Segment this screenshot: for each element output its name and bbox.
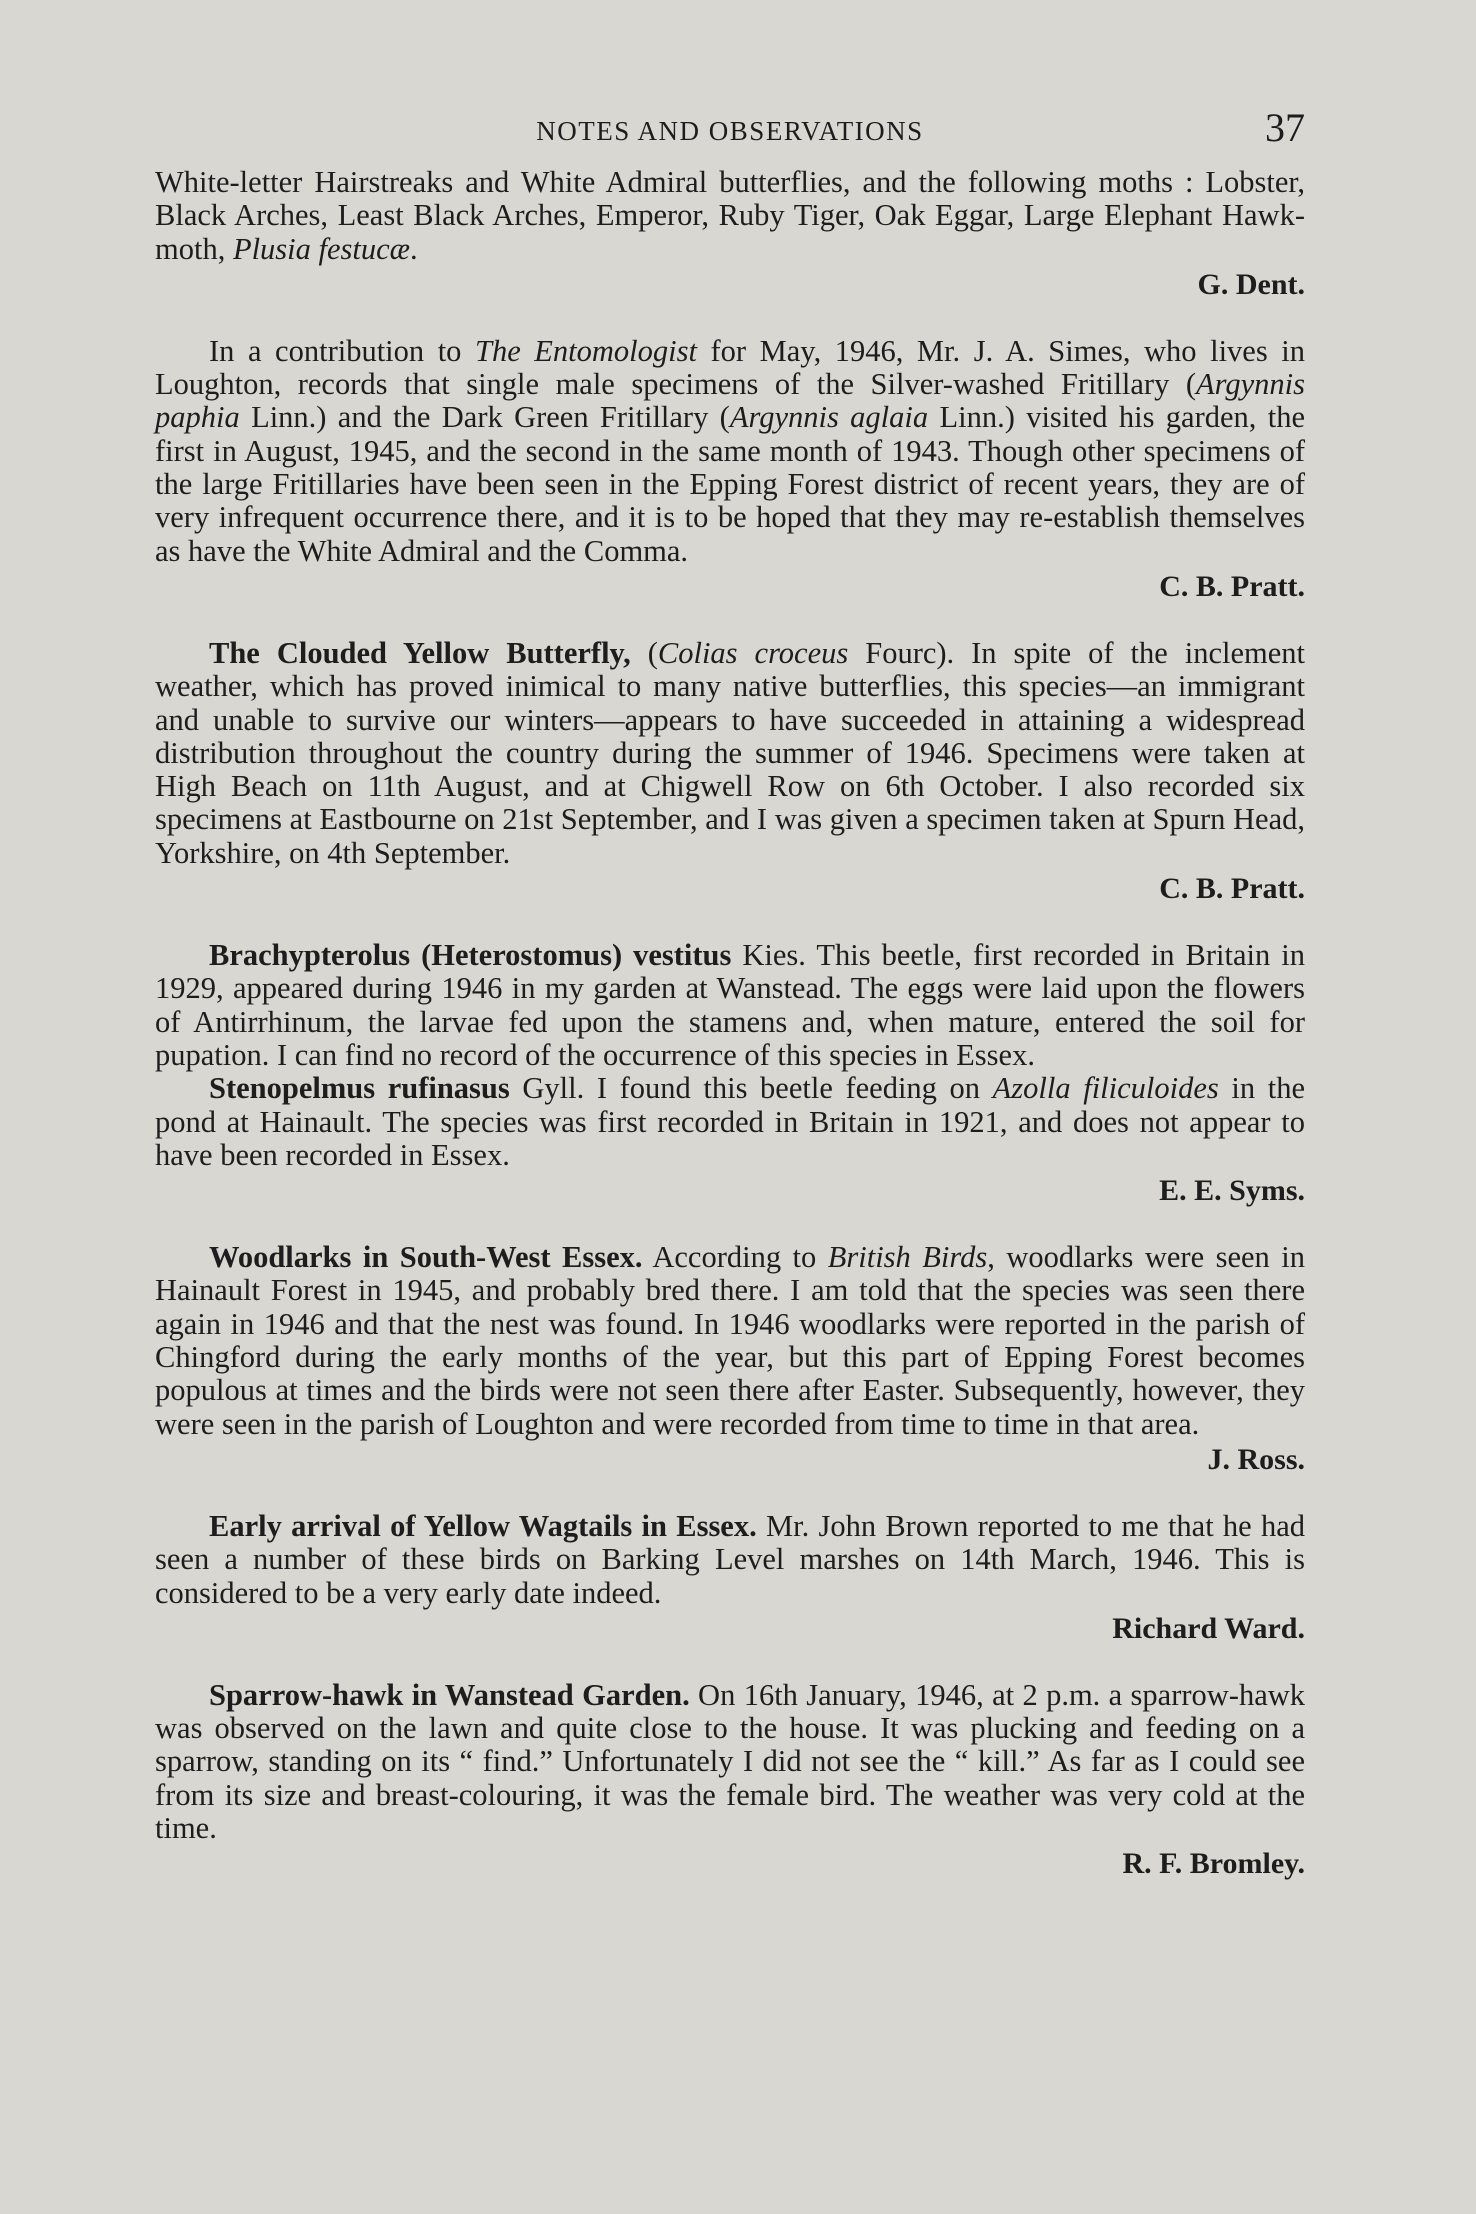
italic-run: The Entomologist xyxy=(474,333,697,368)
text-run: for May, 1946, Mr. J. A. Simes, who lives in Loughton, records that single male specimens of the Silver-washed Fritillary ( xyxy=(155,333,1305,402)
note-section xyxy=(155,1679,1305,1881)
note-paragraph xyxy=(155,1679,1305,1845)
text-run: Linn.) and the Dark Green Fritillary ( xyxy=(239,400,730,435)
text-run: On 16th January, 1946, at 2 p.m. a sparrow-hawk was observed on the lawn and quite close to the house. It was plucking and feeding on a sparrow, standing on its “ find.” Unfortunately I did not see the “ kill.” As far as I could see from its size and breast-colouring, it was the female bird. The weather was very cold at the time. xyxy=(155,1677,1306,1845)
note-section xyxy=(155,637,1305,906)
note-section xyxy=(155,1241,1305,1477)
note-title: Woodlarks in South-West Essex. xyxy=(209,1240,643,1275)
note-title: Stenopelmus rufinasus xyxy=(209,1071,510,1106)
note-signature: G. Dent. xyxy=(1197,267,1305,301)
text-run: Mr. John Brown reported to me that he had seen a number of these birds on Barking Level marshes on 14th March, 1946. This is considered to be a very early date indeed. xyxy=(155,1508,1305,1610)
page-header xyxy=(155,105,1305,166)
text-run: In a contribution to xyxy=(209,333,475,368)
italic-run: Plusia festucæ xyxy=(232,231,411,266)
italic-run: British Birds xyxy=(827,1240,988,1275)
text-run: Gyll. I found this beetle feeding on xyxy=(509,1071,993,1106)
italic-run: Azolla filiculoides xyxy=(992,1071,1219,1106)
text-run: According to xyxy=(642,1240,828,1275)
text-run: . xyxy=(410,231,418,266)
note-paragraph xyxy=(155,335,1305,568)
note-signature: C. B. Pratt. xyxy=(1159,872,1305,906)
text-run: in the pond at Hainault. The species was first recorded in Britain in 1921, and does not appear to have been recorded in Essex. xyxy=(155,1071,1305,1172)
note-gap xyxy=(155,302,1305,335)
note-signature: J. Ross. xyxy=(1207,1442,1305,1476)
note-signature: E. E. Syms. xyxy=(1159,1174,1305,1208)
text-run: Linn.) visited his garden, the first in August, 1945, and the second in the same month of 1943. Though other specimens of the large Fritillaries have been seen in the Epping Forest district of recent years, they are of very infrequent occurrence there, and it is to be hoped that they may re-establish themselves as have the White Admiral and the Comma. xyxy=(155,400,1305,568)
text-run: , woodlarks were seen in Hainault Forest in 1945, and probably bred there. I am told that the species was seen there again in 1946 and that the nest was found. In 1946 woodlarks were reported in the parish of Chingford during the early months of the year, but this part of Epping Forest becomes populous at times and the birds were not seen there after Easter. Subsequently, however, they were seen in the parish of Loughton and were recorded from time to time in that area. xyxy=(155,1240,1305,1441)
italic-run: Argynnis aglaia xyxy=(729,400,929,435)
note-paragraph xyxy=(155,1072,1305,1172)
text-run: White-letter Hairstreaks and White Admiral butterflies, and the following moths : Lobster, Black Arches, Least Black Arches, Emperor, Ruby Tiger, Oak Eggar, Large Elephant Hawk-moth, xyxy=(155,165,1305,266)
note-title: Brachypterolus (Heterostomus) vestitus xyxy=(209,938,732,973)
note-signature: C. B. Pratt. xyxy=(1159,569,1305,603)
note-gap xyxy=(155,906,1305,939)
note-paragraph xyxy=(155,939,1305,1072)
note-paragraph xyxy=(155,1241,1305,1441)
text-run: ( xyxy=(630,635,658,670)
note-paragraph xyxy=(155,1510,1305,1610)
note-section xyxy=(155,1510,1305,1646)
note-signature: Richard Ward. xyxy=(1112,1611,1305,1645)
note-paragraph xyxy=(155,637,1305,870)
text-run: Fourc). In spite of the inclement weather, which has proved inimical to many native butterflies, this species—an immigrant and unable to survive our winters—appears to have succeeded in attaining a widespread distribution throughout the country during the summer of 1946. Specimens were taken at High Beach on 11th August, and at Chigwell Row on 6th October. I also recorded six specimens at Eastbourne on 21st September, and I was given a specimen taken at Spurn Head, Yorkshire, on 4th September. xyxy=(155,635,1305,870)
note-gap xyxy=(155,1646,1305,1679)
notes-list xyxy=(155,166,1305,1881)
note-signature: R. F. Bromley. xyxy=(1122,1847,1305,1881)
page-number: 37 xyxy=(1265,105,1305,150)
italic-run: Colias croceus xyxy=(657,635,849,670)
note-gap xyxy=(155,604,1305,637)
note-title: The Clouded Yellow Butterfly, xyxy=(209,635,631,670)
text-run: Kies. This beetle, first recorded in Britain in 1929, appeared during 1946 in my garden at Wanstead. The eggs were laid upon the flowers of Antirrhinum, the larvae fed upon the stamens and, when mature, entered the soil for pupation. I can find no record of the occurrence of this species in Essex. xyxy=(155,938,1305,1072)
note-gap xyxy=(155,1477,1305,1510)
note-section xyxy=(155,335,1305,604)
note-section xyxy=(155,939,1305,1208)
note-title: Early arrival of Yellow Wagtails in Essex. xyxy=(209,1508,757,1543)
note-paragraph xyxy=(155,166,1305,266)
note-section xyxy=(155,166,1305,302)
text-column xyxy=(155,105,1306,1881)
note-gap xyxy=(155,1208,1305,1241)
italic-run: Argynnis paphia xyxy=(155,367,1305,435)
running-head: NOTES AND OBSERVATIONS xyxy=(536,116,924,146)
note-title: Sparrow-hawk in Wanstead Garden. xyxy=(209,1677,690,1712)
